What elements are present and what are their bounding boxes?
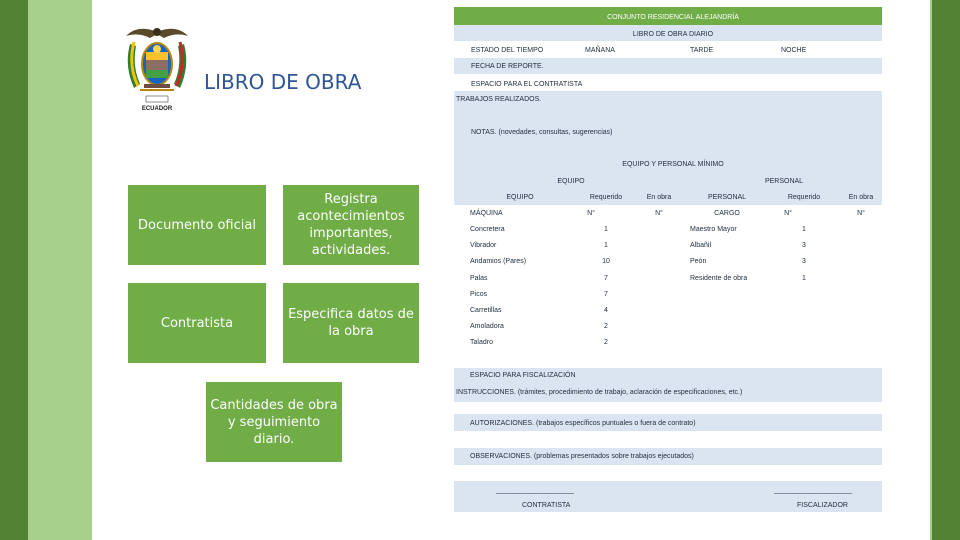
equipo-column-header: EQUIPO <box>506 194 534 201</box>
equipment-qty: 10 <box>602 258 610 265</box>
personal-n-onsite-subheader: N° <box>857 210 865 217</box>
row-band <box>454 173 882 189</box>
equipment-name: Andamios (Pares) <box>470 258 527 265</box>
obra-diary-form <box>454 7 882 512</box>
weather-tarde: TARDE <box>690 47 714 54</box>
personal-column-header: PERSONAL <box>707 194 747 201</box>
personnel-qty: 3 <box>802 242 806 249</box>
equipment-qty: 7 <box>604 291 608 298</box>
box-documento-oficial: Documento oficial <box>127 184 267 266</box>
personnel-cargo: Residente de obra <box>690 275 748 282</box>
personal-n-required-subheader: N° <box>784 210 792 217</box>
fiscalizador-signature-line: ____________________ <box>774 487 852 494</box>
equipment-name: Palas <box>470 275 488 282</box>
personal-en-obra-header: En obra <box>848 194 874 201</box>
ecuador-coat-of-arms-icon <box>118 22 196 114</box>
equipo-personal-title: EQUIPO Y PERSONAL MÍNIMO <box>622 161 724 168</box>
contratista-signature-line: ____________________ <box>496 487 574 494</box>
equipment-name: Picos <box>470 291 488 298</box>
equipo-n-onsite-subheader: N° <box>655 210 663 217</box>
weather-label: ESTADO DEL TIEMPO <box>471 47 544 54</box>
equipment-name: Carretillas <box>470 307 502 314</box>
slide-title: LIBRO DE OBRA <box>204 70 362 94</box>
notas-label: NOTAS. (novedades, consultas, sugerencias) <box>471 129 613 136</box>
personnel-cargo: Peón <box>690 258 707 265</box>
left-accent-bar-dark <box>0 0 28 540</box>
equipo-requerido-header: Requerido <box>589 194 623 201</box>
equipment-name: Concretera <box>470 226 505 233</box>
personnel-qty: 1 <box>802 275 806 282</box>
personnel-qty: 1 <box>802 226 806 233</box>
trabajos-realizados-label: TRABAJOS REALIZADOS. <box>456 96 542 103</box>
espacio-contratista-label: ESPACIO PARA EL CONTRATISTA <box>471 81 583 88</box>
fecha-reporte-label: FECHA DE REPORTE. <box>471 63 544 70</box>
equipment-name: Amoladora <box>470 323 504 330</box>
form-subheader: LIBRO DE OBRA DIARIO <box>632 31 714 38</box>
logo-caption: ECUADOR <box>141 106 173 112</box>
equipment-qty: 2 <box>604 323 608 330</box>
autorizaciones-label: AUTORIZACIONES. (trabajos específicos puntuales o fuera de contrato) <box>470 420 696 427</box>
cargo-subheader: CARGO <box>714 210 740 217</box>
instrucciones-label: INSTRUCCIONES. (trámites, procedimiento de trabajo, aclaración de especificaciones, etc.) <box>456 389 743 396</box>
personal-section-label: PERSONAL <box>764 178 804 185</box>
equipo-en-obra-header: En obra <box>646 194 672 201</box>
equipment-qty: 7 <box>604 275 608 282</box>
box-contratista: Contratista <box>127 282 267 364</box>
contratista-signature-label: CONTRATISTA <box>522 502 571 509</box>
equipo-n-required-subheader: N° <box>587 210 595 217</box>
equipment-qty: 4 <box>604 307 608 314</box>
personal-requerido-header: Requerido <box>787 194 821 201</box>
form-header: CONJUNTO RESIDENCIAL ALEJANDRÍA <box>607 14 739 21</box>
weather-noche: NOCHE <box>781 47 807 54</box>
fiscalizacion-label: ESPACIO PARA FISCALIZACIÓN <box>470 372 576 379</box>
personnel-cargo: Maestro Mayor <box>690 226 737 233</box>
equipo-section-label: EQUIPO <box>557 178 585 185</box>
equipment-name: Taladro <box>470 339 493 346</box>
right-accent-bar-dark <box>932 0 960 540</box>
row-band <box>454 140 882 156</box>
equipment-qty: 1 <box>604 242 608 249</box>
box-registra-acontecimientos: Registra acontecimientos importantes, actividades. <box>282 184 420 266</box>
weather-manana: MAÑANA <box>585 47 615 54</box>
fiscalizador-signature-label: FISCALIZADOR <box>797 502 848 509</box>
personnel-cargo: Albañil <box>690 242 712 249</box>
maquina-subheader: MÁQUINA <box>470 210 503 217</box>
box-cantidades-de-obra: Cantidades de obra y seguimiento diario. <box>205 381 343 463</box>
row-band <box>454 107 882 123</box>
box-especifica-datos: Especifica datos de la obra <box>282 282 420 364</box>
equipment-qty: 1 <box>604 226 608 233</box>
observaciones-label: OBSERVACIONES. (problemas presentados sobre trabajos ejecutados) <box>470 453 694 460</box>
personnel-qty: 3 <box>802 258 806 265</box>
equipment-qty: 2 <box>604 339 608 346</box>
equipment-name: Vibrador <box>470 242 497 249</box>
